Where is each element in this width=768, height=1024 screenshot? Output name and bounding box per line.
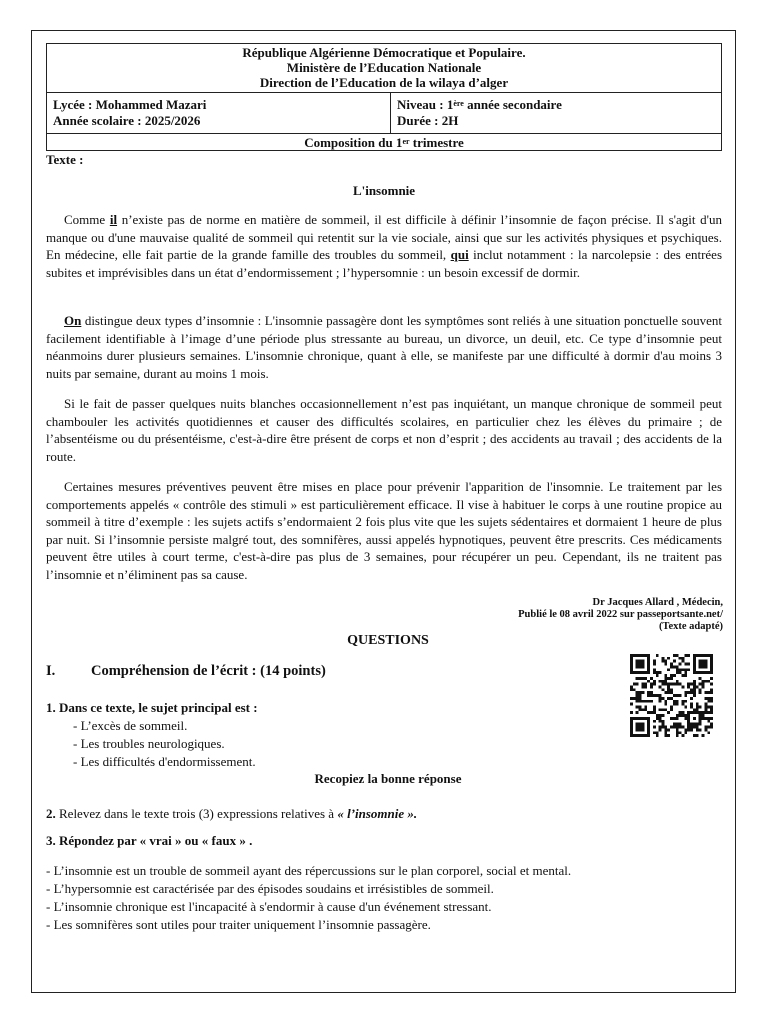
header-line1: République Algérienne Démocratique et Populaire. [242,45,526,60]
question-2: 2. Relevez dans le texte trois (3) expressions relatives à « l’insomnie ». [46,806,418,821]
school-name: Lycée : Mohammed Mazari [53,97,207,112]
paragraph-1: Comme il n’existe pas de norme en matière de sommeil, il est difficile à définir l’insomnie de façon précise. Il s'agit d'un manque ou d'une mauvaise qualité de sommeil qui retentit sur la vie sociale, ainsi que sur les activités physiques et psychiques. En médecine, elle fait partie de la grande famille des troubles du sommeil, qui inclut notamment : la narcolepsie : des entrées subites et imprévisibles dans un état d’endormissement ; l’hypersomnie : un besoin excessif de dormir. [46,212,723,280]
texte-label: Texte : [46,152,84,167]
source-author: Dr Jacques Allard , Médecin, [592,597,723,608]
paragraph-3: Si le fait de passer quelques nuits blanches occasionnellement n’est pas inquiétant, un manque chronique de sommeil peut chambouler les activités quotidiennes et causer des difficultés scolaires, en particulier chez les élèves du primaire ; de l’absentéisme ou du présentéisme, c'est-à-dire être présent de corps et non d’esprit ; des accidents au travail ; des accidents de la route. [46,396,722,464]
header-line2: Ministère de l’Education Nationale [286,60,482,75]
q3-statement-2: - L’hypersomnie est caractérisée par des épisodes soudains et irrésistibles de sommeil. [46,881,494,896]
header-school-cell [47,93,391,133]
header-institution [47,44,721,93]
q1-option-1: - L’excès de sommeil. [73,718,188,733]
source-published: Publié le 08 avril 2022 sur passeportsante.net/ [518,609,723,620]
qr-code-image [628,654,715,737]
q1-option-3: - Les difficultés d'endormissement. [73,754,256,769]
questions-title: QUESTIONS [347,633,429,648]
duration: Durée : 2H [397,112,459,128]
q3-statement-4: - Les somnifères sont utiles pour traiter uniquement l’insomnie passagère. [46,917,431,932]
question-1: 1. Dans ce texte, le sujet principal est : [46,700,258,715]
header-line3: Direction de l’Education de la wilaya d’alger [259,75,509,90]
text-title: L'insomnie [352,183,416,198]
q1-instruction: Recopiez la bonne réponse [314,771,462,786]
q3-statement-1: - L’insomnie est un trouble de sommeil ayant des répercussions sur le plan corporel, social et mental. [46,863,572,878]
header-info-row [47,93,721,134]
q3-statement-3: - L’insomnie chronique est l'incapacité à s'endormir à cause d'un événement stressant. [46,899,492,914]
section-title: Compréhension de l’écrit : (14 points) [91,663,326,679]
source-adapted: (Texte adapté) [658,621,723,632]
source-citation [518,597,723,633]
section-number: I. [46,663,56,679]
q1-option-2: - Les troubles neurologiques. [73,736,225,751]
paragraph-4: Certaines mesures préventives peuvent être mises en place pour prévenir l'apparition de l'insomnie. Le traitement par les comportements appelés « contrôle des stimuli » est particulièrement efficace. Il vise à habituer le corps à une routine propice au sommeil à titre d’exemple : les sujets actifs s’endormaient 2 fois plus vite que les sujets sédentaires et dormaient 1 heure de plus par nuit. Si l’insomnie persiste malgré tout, des somnifères, aussi appelés hypnotiques, peuvent être prescrits. Ces médicaments peuvent être utiles à court terme, c'est-à-dire pas plus de 3 semaines, pour récupérer un peu. Cependant, ils ne traitent pas l’insomnie et n’éliminent pas sa cause. [46,479,722,582]
paragraph-2: On distingue deux types d’insomnie : L'insomnie passagère dont les symptômes sont reliés à une situation ponctuelle souvent facilement identifiable à l’image d’une période plus stressante au bureau, un divorce, un deuil, etc. Ce type d’insomnie peut néanmoins durer plusieurs semaines. L'insomnie chronique, quant à elle, se manifeste par une difficulté à dormir d'au moins 3 nuits par semaine, durant au moins 1 mois. [46,313,722,381]
school-year: Année scolaire : 2025/2026 [53,112,201,128]
composition-title: Composition du 1er trimestre [304,135,464,150]
question-3: 3. Répondez par « vrai » ou « faux » . [46,833,253,848]
level: Niveau : 1ère année secondaire [397,97,562,112]
exam-header [46,43,722,151]
header-level-cell [391,93,568,133]
